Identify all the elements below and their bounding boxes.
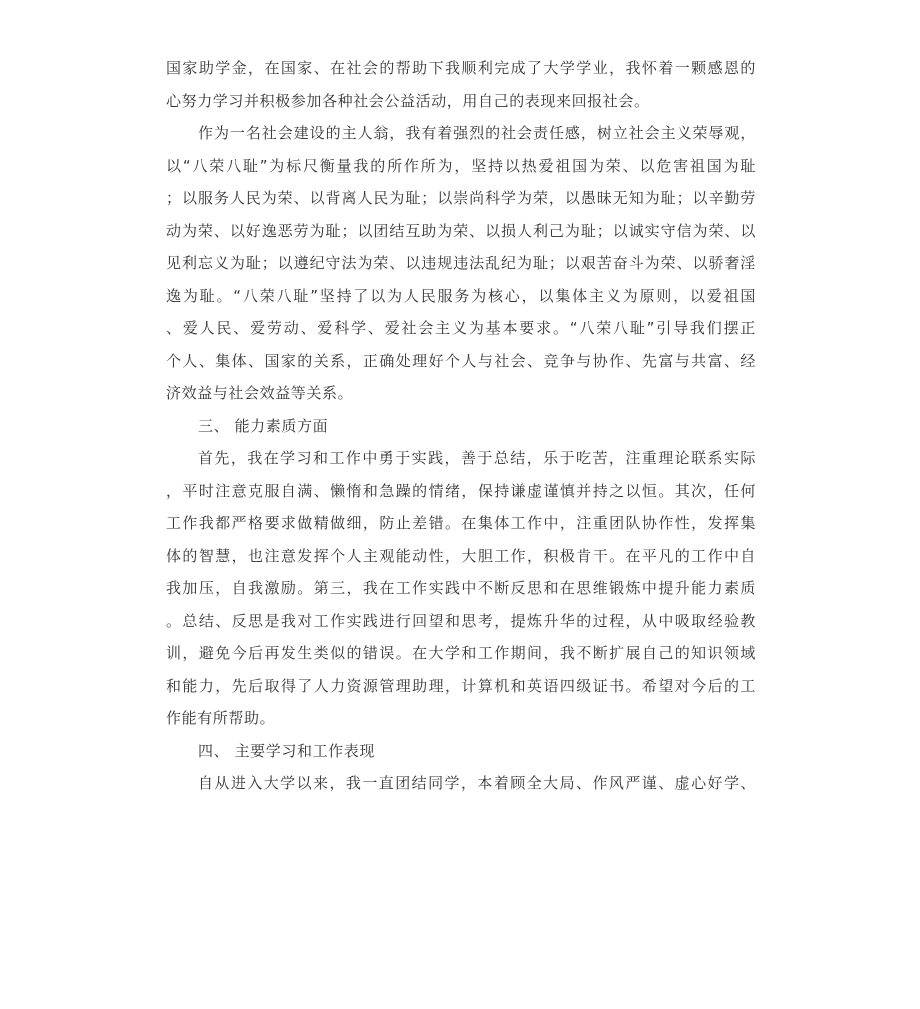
- text-line: 首先，我在学习和工作中勇于实践，善于总结，乐于吃苦，注重理论联系实际: [198, 449, 756, 467]
- text-line: 动为荣、以好逸恶劳为耻；以团结互助为荣、以损人利己为耻；以诚实守信为荣、以: [166, 221, 756, 240]
- text-line: ，平时注意克服自满、懒惰和急躁的情绪，保持谦虚谨慎并持之以恒。其次，任何: [166, 481, 756, 500]
- text-line: 逸为耻。“八荣八耻”坚持了以为人民服务为核心，以集体主义为原则，以爱祖国: [166, 286, 756, 305]
- text-line: 见利忘义为耻；以遵纪守法为荣、以违规违法乱纪为耻；以艰苦奋斗为荣、以骄奢淫: [166, 254, 756, 272]
- text-line: 自从进入大学以来，我一直团结同学，本着顾全大局、作风严谨、虚心好学、: [198, 774, 756, 792]
- text-line: 作能有所帮助。: [166, 709, 276, 727]
- document-body: [166, 52, 756, 800]
- text-line: 济效益与社会效益等关系。: [166, 384, 354, 402]
- text-line: 心努力学习并积极参加各种社会公益活动，用自己的表现来回报社会。: [166, 91, 650, 110]
- text-line: 国家助学金，在国家、在社会的帮助下我顺利完成了大学学业，我怀着一颗感恩的: [166, 59, 756, 77]
- text-line: ；以服务人民为荣、以背离人民为耻；以崇尚科学为荣，以愚昧无知为耻；以辛勤劳: [166, 189, 756, 207]
- text-line: 个人、集体、国家的关系，正确处理好个人与社会、竞争与协作、先富与共富、经: [166, 351, 756, 370]
- section-heading: 四、 主要学习和工作表现: [198, 741, 375, 760]
- text-line: 、爱人民、爱劳动、爱科学、爱社会主义为基本要求。“八荣八耻”引导我们摆正: [166, 319, 756, 337]
- text-line: 。总结、反思是我对工作实践进行回望和思考，提炼升华的过程，从中吸取经验教: [166, 611, 756, 630]
- text-line: 体的智慧，也注意发挥个人主观能动性，大胆工作，积极肯干。在平凡的工作中自: [166, 546, 756, 565]
- text-line: 作为一名社会建设的主人翁，我有着强烈的社会责任感，树立社会主义荣辱观，: [198, 124, 756, 142]
- text-line: 和能力，先后取得了人力资源管理助理，计算机和英语四级证书。希望对今后的工: [166, 676, 756, 695]
- text-line: 工作我都严格要求做精做细，防止差错。在集体工作中，注重团队协作性，发挥集: [166, 514, 756, 532]
- text-line: 训，避免今后再发生类似的错误。在大学和工作期间，我不断扩展自己的知识领域: [166, 644, 756, 662]
- text-line: 我加压，自我激励。第三，我在工作实践中不断反思和在思维锻炼中提升能力素质: [166, 579, 756, 597]
- section-heading: 三、 能力素质方面: [198, 416, 329, 435]
- text-line: 以“八荣八耻”为标尺衡量我的所作所为，坚持以热爱祖国为荣、以危害祖国为耻: [166, 156, 756, 175]
